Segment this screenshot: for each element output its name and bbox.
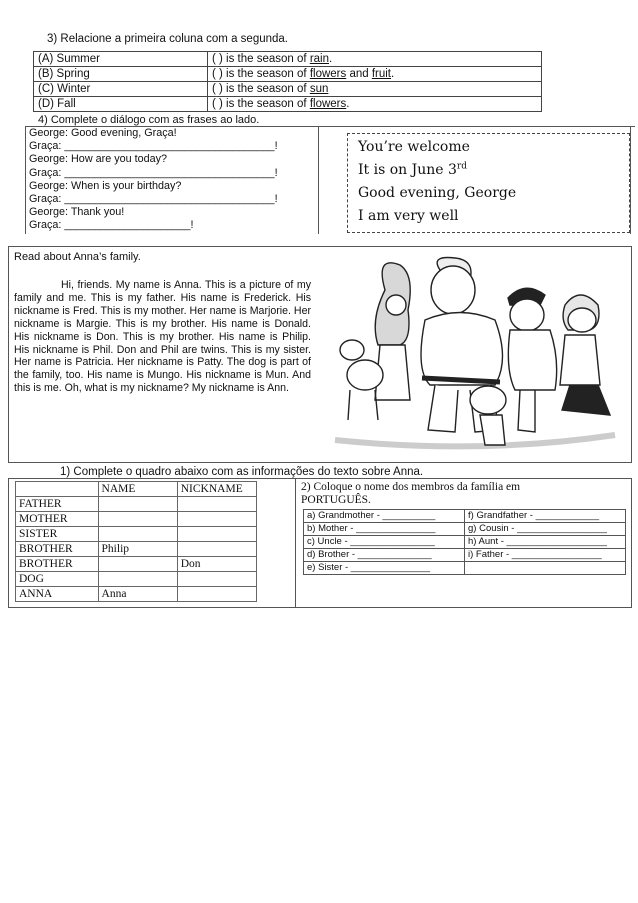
q2-item[interactable]: f) Grandfather - ____________ <box>465 510 626 523</box>
q1-member: BROTHER <box>16 557 99 572</box>
q1-answer-cell[interactable] <box>177 587 256 602</box>
q3-row <box>34 82 542 97</box>
phrase-option <box>358 159 516 182</box>
q1-answer-cell[interactable] <box>177 512 256 527</box>
q3-text: is the season of <box>222 83 310 95</box>
q3-row <box>34 52 542 67</box>
q3-keyword: sun <box>309 83 329 95</box>
q3-season: (A) Summer <box>34 52 208 67</box>
phrase-option <box>358 182 516 205</box>
q1-answer-cell[interactable] <box>177 527 256 542</box>
q3-text: is the season of <box>222 98 310 110</box>
dialog-line: George: How are you today? <box>29 153 168 166</box>
q3-keyword2: fruit <box>371 68 391 80</box>
q3-paren[interactable]: ( ) <box>212 68 223 80</box>
reading-title: Read about Anna’s family. <box>14 251 141 263</box>
dialog-line[interactable]: Graça: ___________________________________! <box>29 193 278 206</box>
q1-title: 1) Complete o quadro abaixo com as informações do texto sobre Anna. <box>60 466 424 478</box>
q1-header <box>16 482 99 497</box>
q1-header: NAME <box>98 482 177 497</box>
phrase-text: It is on June 3 <box>358 162 457 178</box>
phrase-text: You’re welcome <box>358 139 470 155</box>
q3-text-mid: and <box>346 68 372 80</box>
q2-row <box>304 562 626 575</box>
dialog-line[interactable]: Graça: ___________________________________! <box>29 140 278 153</box>
q3-keyword: rain <box>309 53 329 65</box>
q2-item[interactable]: g) Cousin - _________________ <box>465 523 626 536</box>
q1-answer-cell[interactable] <box>177 497 256 512</box>
q2-row <box>304 523 626 536</box>
q1-answer-cell[interactable] <box>177 572 256 587</box>
q1-answer-cell[interactable] <box>98 572 177 587</box>
q2-item[interactable]: h) Aunt - ___________________ <box>465 536 626 549</box>
q1-answer-cell[interactable] <box>98 497 177 512</box>
q3-season: (B) Spring <box>34 67 208 82</box>
q3-season: (C) Winter <box>34 82 208 97</box>
dialog-list <box>29 127 278 233</box>
q2-item[interactable] <box>465 562 626 575</box>
q1-answer-cell[interactable]: Anna <box>98 587 177 602</box>
family-illustration <box>330 250 626 456</box>
q2-item[interactable]: c) Uncle - ________________ <box>304 536 465 549</box>
q1-member: DOG <box>16 572 99 587</box>
q3-text-end: . <box>346 98 350 110</box>
q3-title: 3) Relacione a primeira coluna com a segunda. <box>47 33 288 45</box>
q1-answer-cell[interactable] <box>98 557 177 572</box>
q1-row <box>16 557 257 572</box>
q1-member: MOTHER <box>16 512 99 527</box>
q1-answer-cell[interactable]: Don <box>177 557 256 572</box>
q1-member: SISTER <box>16 527 99 542</box>
q1-row <box>16 572 257 587</box>
q1-table <box>15 481 257 602</box>
q2-item[interactable]: i) Father - _________________ <box>465 549 626 562</box>
q2-title <box>301 481 520 507</box>
q3-paren[interactable]: ( ) <box>212 53 223 65</box>
q3-answer-cell <box>208 97 542 112</box>
q3-paren[interactable]: ( ) <box>212 98 223 110</box>
q3-text-end: . <box>329 53 333 65</box>
q2-row <box>304 549 626 562</box>
q2-table <box>303 509 626 575</box>
dialog-line: George: Good evening, Graça! <box>29 127 177 139</box>
q3-row <box>34 67 542 82</box>
phrase-text: I am very well <box>358 208 459 224</box>
q1-header: NICKNAME <box>177 482 256 497</box>
phrase-text: Good evening, George <box>358 185 517 201</box>
q1-member: FATHER <box>16 497 99 512</box>
phrase-option <box>358 205 516 228</box>
q1-answer-cell[interactable]: Philip <box>98 542 177 557</box>
dialog-line[interactable]: Graça: _____________________! <box>29 219 194 232</box>
q1-row <box>16 527 257 542</box>
q1-member: ANNA <box>16 587 99 602</box>
phrase-option <box>358 136 516 159</box>
q3-answer-cell <box>208 52 542 67</box>
q1-answer-cell[interactable] <box>98 512 177 527</box>
q1-row <box>16 542 257 557</box>
q2-item[interactable]: b) Mother - _______________ <box>304 523 465 536</box>
q3-text: is the season of <box>222 53 310 65</box>
dialog-line: George: Thank you! <box>29 206 125 219</box>
dialog-line: George: When is your birthday? <box>29 179 182 192</box>
q3-paren[interactable]: ( ) <box>212 83 223 95</box>
reading-text: Hi, friends. My name is Anna. This is a picture of my family and me. This is my father. His name is Frederick. His nickname is Fred. This is my mother. Her name is Marjorie. Her nickname is Margie. This is my brother. His name is Donald. His nickname is Don. This is my brother. His name is Philip. His nickname is Phil. Don and Phil are twins. This is my sister. Her name is Patricia. Her nickname is Patty. The dog is part of the family, too. His name is Mungo. His nickname is Mun. And this is me. Oh, what is my nickname? My nickname is Ann. <box>14 279 311 395</box>
q2-title-line2: PORTUGUÊS. <box>301 494 371 506</box>
q1-answer-cell[interactable] <box>177 542 256 557</box>
q3-season: (D) Fall <box>34 97 208 112</box>
q3-text: is the season of <box>222 68 310 80</box>
q1-row <box>16 497 257 512</box>
q3-answer-cell <box>208 82 542 97</box>
q1-answer-cell[interactable] <box>98 527 177 542</box>
q2-item[interactable]: a) Grandmother - __________ <box>304 510 465 523</box>
phrase-sup: rd <box>456 161 467 172</box>
phrases-box <box>347 133 630 233</box>
q3-keyword: flowers <box>309 68 347 80</box>
q2-row <box>304 536 626 549</box>
q2-item[interactable]: d) Brother - ______________ <box>304 549 465 562</box>
q3-answer-cell <box>208 67 542 82</box>
q1-row <box>16 512 257 527</box>
q3-text-end: . <box>391 68 395 80</box>
q3-table <box>33 51 542 112</box>
q2-item[interactable]: e) Sister - _______________ <box>304 562 465 575</box>
q2-title-line1: 2) Coloque o nome dos membros da família em <box>301 481 521 493</box>
q3-row <box>34 97 542 112</box>
q1-row <box>16 587 257 602</box>
q3-keyword: flowers <box>309 98 347 110</box>
q4-title: 4) Complete o diálogo com as frases ao lado. <box>38 114 260 126</box>
dialog-line[interactable]: Graça: ___________________________________! <box>29 166 278 179</box>
q2-row <box>304 510 626 523</box>
q1-member: BROTHER <box>16 542 99 557</box>
